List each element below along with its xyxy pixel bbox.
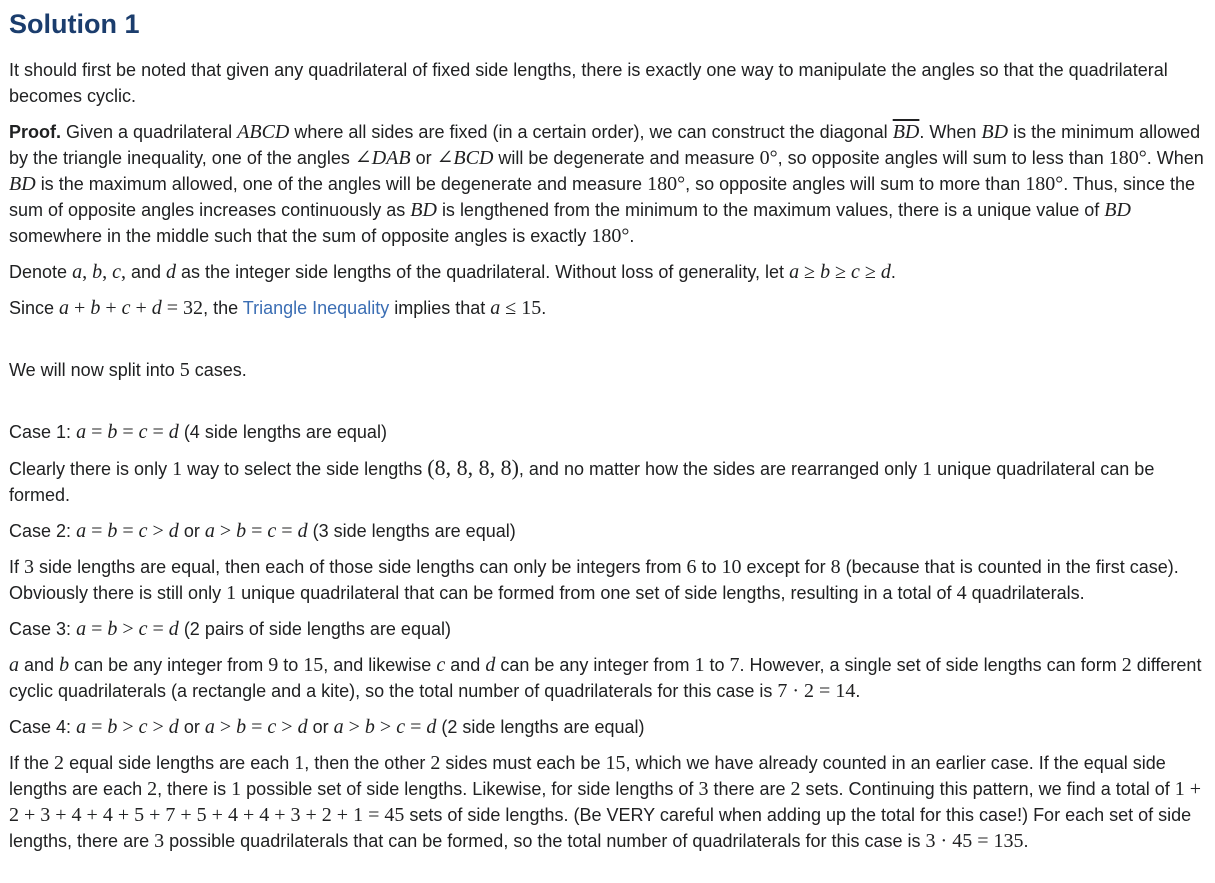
case-1-heading: Case 1: a = b = c = d (4 side lengths are equal): [9, 421, 387, 443]
case-4-heading: Case 4: a = b > c > d or a > b = c > d or a > b > c = d (2 side lengths are equal): [9, 716, 645, 738]
proof-label: Proof.: [9, 122, 61, 142]
case-2-body: If 3 side lengths are equal, then each of those side lengths can only be integers from 6 to 10 except for 8 (because that is counted in the first case). Obviously there is still only 1 unique quadrilateral that can be formed from one set of side lengths, resulting in a total of 4 quadrilaterals.: [9, 556, 1179, 604]
inequality-paragraph: Since a + b + c + d = 32, the Triangle Inequality implies that a ≤ 15.: [9, 297, 547, 319]
triangle-inequality-link[interactable]: Triangle Inequality: [242, 298, 390, 318]
case-1-body: Clearly there is only 1 way to select the side lengths (8, 8, 8, 8), and no matter how the sides are rearranged only 1 unique quadrilateral can be formed.: [9, 455, 1155, 505]
intro-paragraph: It should first be noted that given any quadrilateral of fixed side lengths, there is exactly one way to manipulate the angles so that the quadrilateral becomes cyclic.: [9, 60, 1168, 106]
case-3-body: a and b can be any integer from 9 to 15, and likewise c and d can be any integer from 1 to 7. However, a single set of side lengths can form 2 different cyclic quadrilaterals (a rectangle and a kite), so the total number of quadrilaterals for this case is 7 · 2 = 14.: [9, 654, 1202, 702]
cases-intro: We will now split into 5 cases.: [9, 359, 247, 381]
page-title: Solution 1: [9, 9, 140, 39]
math-bd-bar: $\overline{BD}$: [892, 121, 920, 143]
case-3-heading: Case 3: a = b > c = d (2 pairs of side lengths are equal): [9, 618, 451, 640]
case-4-body: If the 2 equal side lengths are each 1, then the other 2 sides must each be 15, which we have already counted in an earlier case. If the equal side lengths are each 2, there is 1 possible set of side lengths. Likewise, for side lengths of 3 there are 2 sets. Continuing this pattern, we find a total of 1 + 2 + 3 + 4 + 4 + 5 + 7 + 5 + 4 + 4 + 3 + 2 + 1 = 45 sets of side lengths. (Be VERY careful when adding up the total for this case!) For each set of side lengths, there are 3 possible quadrilaterals that can be formed, so the total number of quadrilaterals for this case is 3 · 45 = 135.: [9, 752, 1202, 852]
math-abcd: ABCD: [237, 121, 290, 143]
denote-paragraph: Denote a, b, c, and d as the integer side lengths of the quadrilateral. Without loss of generality, let a ≥ b ≥ c ≥ d.: [9, 261, 896, 283]
case-2-heading: Case 2: a = b = c > d or a > b = c = d (3 side lengths are equal): [9, 520, 516, 542]
proof-paragraph: Proof. Given a quadrilateral ABCD where all sides are fixed (in a certain order), we can construct the diagonal $\overline{BD}$. When BD is the minimum allowed by the triangle inequality, one of the angles ∠DAB or ∠BCD will be degenerate and measure 0°, so opposite angles will sum to less than 180°. When BD is the maximum allowed, one of the angles will be degenerate and measure 180°, so opposite angles will sum to more than 180°. Thus, since the sum of opposite angles increases continuously as BD is lengthened from the minimum to the maximum values, there is a unique value of BD somewhere in the middle such that the sum of opposite angles is exactly 180°.: [9, 121, 1204, 247]
